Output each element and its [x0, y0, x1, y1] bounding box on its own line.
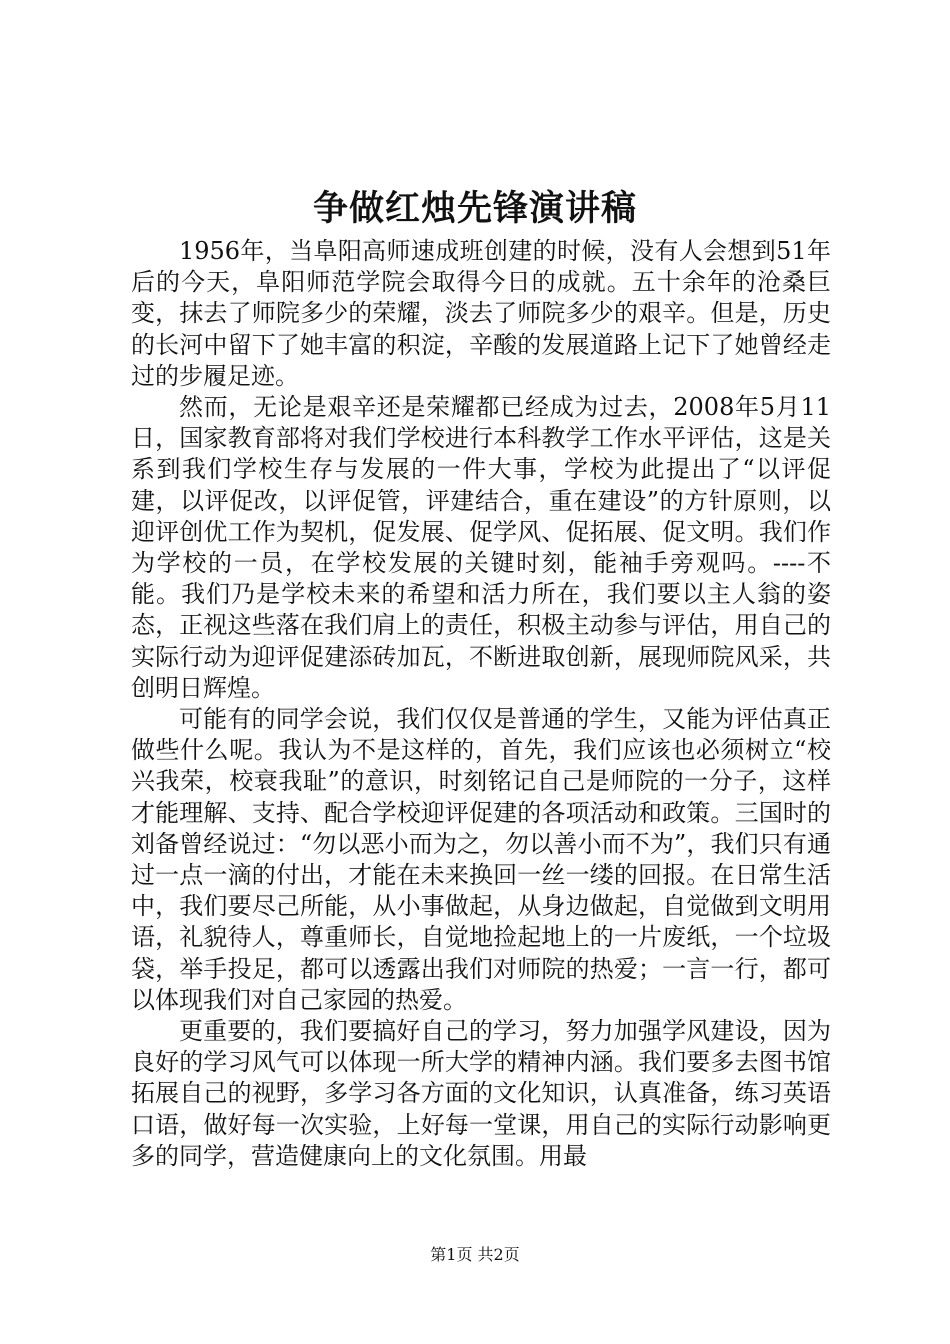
paragraph: 更重要的，我们要搞好自己的学习，努力加强学风建设，因为良好的学习风气可以体现一所大学的精神内涵。我们要多去图书馆拓展自己的视野，多学习各方面的文化知识，认真准备，练习英语口语，做好每一次实验，上好每一堂课，用自己的实际行动影响更多的同学，营造健康向上的文化氛围。用最: [131, 1017, 831, 1170]
paragraph: 然而，无论是艰辛还是荣耀都已经成为过去，2008年5月11日，国家教育部将对我们学校进行本科教学工作水平评估，这是关系到我们学校生存与发展的一件大事，学校为此提出了“以评促建，以评促改，以评促管，评建结合，重在建设”的方针原则，以迎评创优工作为契机，促发展、促学风、促拓展、促文明。我们作为学校的一员，在学校发展的关键时刻，能袖手旁观吗。----不能。我们乃是学校未来的希望和活力所在，我们要以主人翁的姿态，正视这些落在我们肩上的责任，积极主动参与评估，用自己的实际行动为迎评促建添砖加瓦，不断进取创新，展现师院风采，共创明日辉煌。: [131, 393, 831, 702]
paragraph: 可能有的同学会说，我们仅仅是普通的学生，又能为评估真正做些什么呢。我认为不是这样的，首先，我们应该也必须树立“校兴我荣，校衰我耻”的意识，时刻铭记自己是师院的一分子，这样才能理解、支持、配合学校迎评促建的各项活动和政策。三国时的刘备曾经说过：“勿以恶小而为之，勿以善小而不为”，我们只有通过一点一滴的付出，才能在未来换回一丝一缕的回报。在日常生活中，我们要尽己所能，从小事做起，从身边做起，自觉做到文明用语，礼貌待人，尊重师长，自觉地捡起地上的一片废纸，一个垃圾袋，举手投足，都可以透露出我们对师院的热爱；一言一行，都可以体现我们对自己家园的热爱。: [131, 705, 831, 1014]
page-footer: 第1页 共2页: [430, 1245, 520, 1264]
paragraph: 1956年，当阜阳高师速成班创建的时候，没有人会想到51年后的今天，阜阳师范学院会取得今日的成就。五十余年的沧桑巨变，抹去了师院多少的荣耀，淡去了师院多少的艰辛。但是，历史的长河中留下了她丰富的积淀，辛酸的发展道路上记下了她曾经走过的步履足迹。: [131, 237, 831, 390]
document-body: [131, 236, 831, 1172]
document-title: 争做红烛先锋演讲稿: [312, 188, 637, 229]
